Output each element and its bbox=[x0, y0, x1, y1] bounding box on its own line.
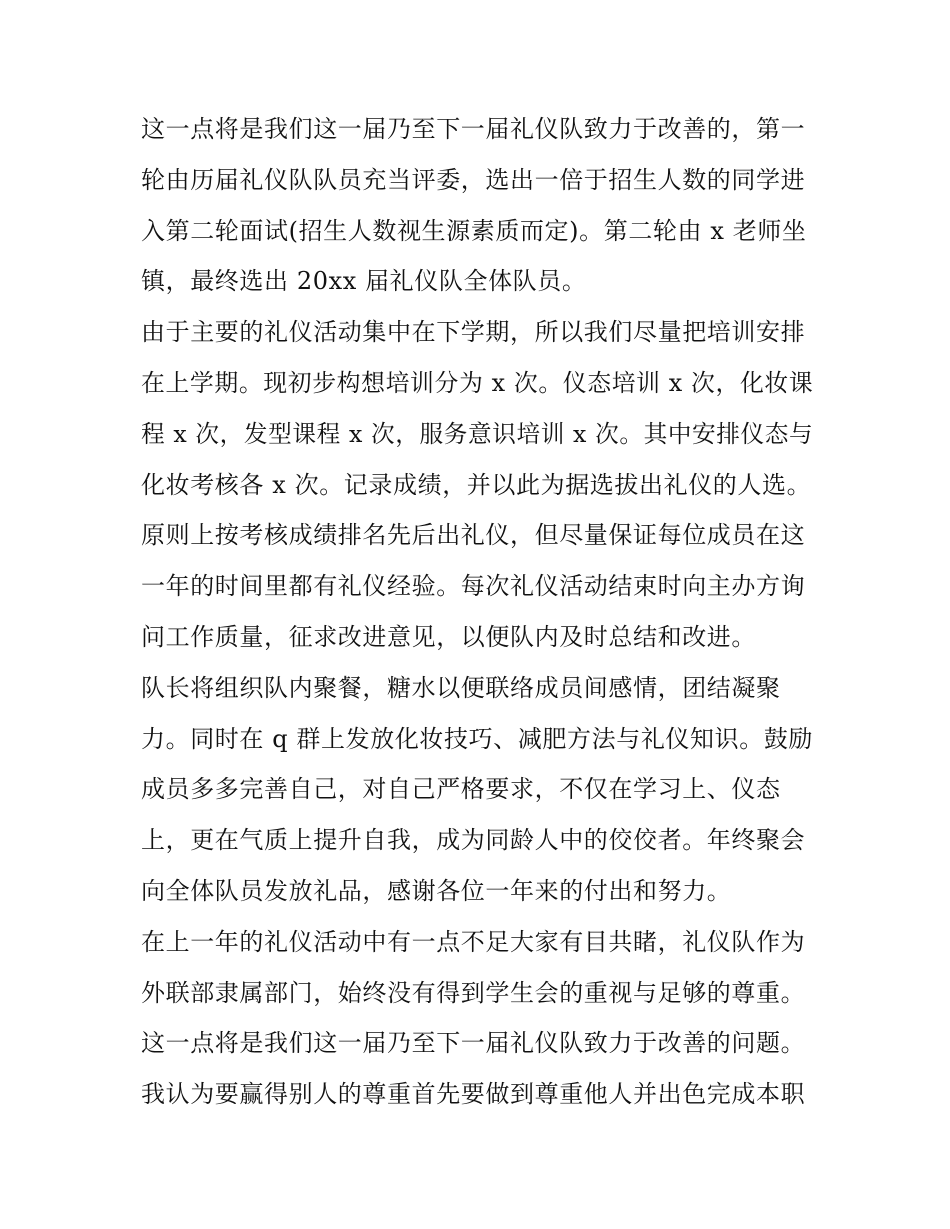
text-line: 化妆考核各 x 次。记录成绩，并以此为据选拔出礼仪的人选。 bbox=[141, 470, 812, 499]
text-line: 上，更在气质上提升自我，成为同龄人中的佼佼者。年终聚会 bbox=[141, 826, 806, 855]
text-line: 一年的时间里都有礼仪经验。每次礼仪活动结束时向主办方询 bbox=[141, 572, 806, 601]
text-line: 向全体队员发放礼品，感谢各位一年来的付出和努力。 bbox=[141, 876, 732, 905]
text-line: 成员多多完善自己，对自己严格要求，不仅在学习上、仪态 bbox=[141, 775, 781, 804]
text-line: 队长将组织队内聚餐，糖水以便联络成员间感情，团结凝聚 bbox=[141, 673, 781, 702]
text-line: 我认为要赢得别人的尊重首先要做到尊重他人并出色完成本职 bbox=[141, 1080, 806, 1109]
text-line: 由于主要的礼仪活动集中在下学期，所以我们尽量把培训安排 bbox=[141, 318, 806, 347]
text-line: 轮由历届礼仪队队员充当评委，选出一倍于招生人数的同学进 bbox=[141, 165, 806, 194]
text-line: 入第二轮面试(招生人数视生源素质而定)。第二轮由 x 老师坐 bbox=[141, 216, 807, 245]
text-line: 在上一年的礼仪活动中有一点不足大家有目共睹，礼仪队作为 bbox=[141, 927, 806, 956]
text-line: 外联部隶属部门，始终没有得到学生会的重视与足够的尊重。 bbox=[141, 978, 806, 1007]
text-line: 在上学期。现初步构想培训分为 x 次。仪态培训 x 次，化妆课 bbox=[141, 368, 814, 397]
text-line: 程 x 次，发型课程 x 次，服务意识培训 x 次。其中安排仪态与 bbox=[141, 419, 814, 448]
text-line: 这一点将是我们这一届乃至下一届礼仪队致力于改善的问题。 bbox=[141, 1029, 806, 1058]
text-line: 问工作质量，征求改进意见，以便队内及时总结和改进。 bbox=[141, 622, 756, 651]
text-line: 力。同时在 q 群上发放化妆技巧、减肥方法与礼仪知识。鼓励 bbox=[141, 724, 814, 753]
text-line: 镇，最终选出 20xx 届礼仪队全体队员。 bbox=[141, 267, 587, 296]
text-line: 这一点将是我们这一届乃至下一届礼仪队致力于改善的，第一 bbox=[141, 115, 806, 143]
text-line: 原则上按考核成绩排名先后出礼仪，但尽量保证每位成员在这 bbox=[141, 521, 806, 550]
document-body bbox=[141, 104, 813, 1120]
